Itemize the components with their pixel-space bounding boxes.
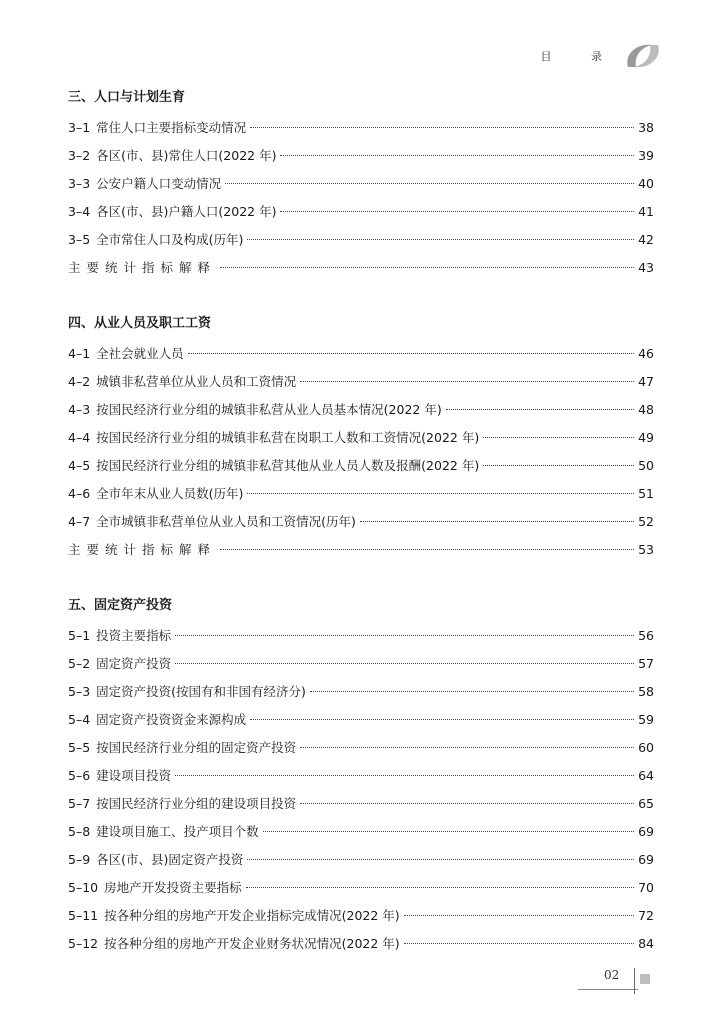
- dot-leader: [175, 635, 634, 636]
- entry-title: 城镇非私营单位从业人员和工资情况: [96, 374, 297, 389]
- entry-title: 公安户籍人口变动情况: [96, 176, 222, 191]
- dot-leader: [404, 943, 634, 944]
- toc-entry[interactable]: [68, 114, 654, 142]
- toc-entry[interactable]: [68, 734, 654, 762]
- entry-title: 按国民经济行业分组的城镇非私营其他从业人员人数及报酬(2022 年): [96, 458, 480, 473]
- dot-leader: [280, 155, 634, 156]
- dot-leader: [280, 211, 634, 212]
- section-title: 五、固定资产投资: [68, 598, 173, 613]
- toc-entry[interactable]: [68, 874, 654, 902]
- entry-number: 5–6: [68, 768, 91, 783]
- entry-title: 各区(市、县)固定资产投资: [96, 852, 244, 867]
- entry-title: 各区(市、县)常住人口(2022 年): [96, 148, 277, 163]
- entry-page-number: 56: [638, 628, 654, 643]
- entry-page-number: 47: [638, 374, 654, 389]
- entry-number: 5–2: [68, 656, 91, 671]
- dot-leader: [446, 409, 634, 410]
- dot-leader: [483, 465, 634, 466]
- entry-number: 3–1: [68, 120, 91, 135]
- entry-title: 主要统计指标解释: [68, 260, 217, 275]
- page-footer: [578, 962, 658, 998]
- entry-title: 按各种分组的房地产开发企业指标完成情况(2022 年): [104, 908, 400, 923]
- entry-page-number: 58: [638, 684, 654, 699]
- entry-page-number: 52: [638, 514, 654, 529]
- toc-entry[interactable]: [68, 340, 654, 368]
- dot-leader: [360, 521, 634, 522]
- dot-leader: [188, 353, 634, 354]
- toc-section: [68, 310, 654, 564]
- toc-entry[interactable]: [68, 622, 654, 650]
- entry-number: 4–7: [68, 514, 91, 529]
- dot-leader: [175, 775, 634, 776]
- entry-page-number: 50: [638, 458, 654, 473]
- dot-leader: [250, 719, 634, 720]
- page-header: [541, 38, 665, 74]
- entry-page-number: 53: [638, 542, 654, 557]
- entry-page-number: 46: [638, 346, 654, 361]
- entry-page-number: 51: [638, 486, 654, 501]
- toc-entry[interactable]: [68, 424, 654, 452]
- entry-page-number: 64: [638, 768, 654, 783]
- entry-page-number: 69: [638, 852, 654, 867]
- toc-entry[interactable]: [68, 536, 654, 564]
- entry-number: 5–7: [68, 796, 91, 811]
- toc-entry[interactable]: [68, 902, 654, 930]
- entry-page-number: 49: [638, 430, 654, 445]
- entry-page-number: 48: [638, 402, 654, 417]
- toc-entry[interactable]: [68, 508, 654, 536]
- entry-page-number: 59: [638, 712, 654, 727]
- entry-title: 固定资产投资(按国有和非国有经济分): [96, 684, 306, 699]
- entry-title: 按国民经济行业分组的城镇非私营在岗职工人数和工资情况(2022 年): [96, 430, 480, 445]
- toc-entry[interactable]: [68, 198, 654, 226]
- entry-title: 各区(市、县)户籍人口(2022 年): [96, 204, 277, 219]
- dot-leader: [310, 691, 634, 692]
- header-title: 目 录: [540, 50, 620, 63]
- toc-entry[interactable]: [68, 846, 654, 874]
- entry-title: 按国民经济行业分组的城镇非私营从业人员基本情况(2022 年): [96, 402, 442, 417]
- entry-number: 3–4: [68, 204, 91, 219]
- entry-number: 5–4: [68, 712, 91, 727]
- entry-number: 3–2: [68, 148, 91, 163]
- entry-page-number: 69: [638, 824, 654, 839]
- entry-number: 5–11: [68, 908, 99, 923]
- entry-title: 全市年末从业人员数(历年): [96, 486, 244, 501]
- entry-number: 4–2: [68, 374, 91, 389]
- dot-leader: [175, 663, 634, 664]
- entry-title: 建设项目投资: [96, 768, 172, 783]
- entry-number: 3–5: [68, 232, 91, 247]
- toc-entry[interactable]: [68, 790, 654, 818]
- entry-page-number: 40: [638, 176, 654, 191]
- dot-leader: [220, 549, 634, 550]
- square-icon: [640, 974, 650, 984]
- entry-page-number: 70: [638, 880, 654, 895]
- section-title: 三、人口与计划生育: [68, 90, 186, 105]
- entry-number: 4–5: [68, 458, 91, 473]
- entry-number: 5–8: [68, 824, 91, 839]
- toc-entry[interactable]: [68, 818, 654, 846]
- toc-entry[interactable]: [68, 706, 654, 734]
- toc-section: [68, 84, 654, 282]
- dot-leader: [404, 915, 634, 916]
- dot-leader: [300, 381, 634, 382]
- entry-title: 按各种分组的房地产开发企业财务状况情况(2022 年): [104, 936, 400, 951]
- dot-leader: [246, 887, 634, 888]
- entry-number: 5–3: [68, 684, 91, 699]
- entry-title: 建设项目施工、投产项目个数: [96, 824, 259, 839]
- page-number: 02: [604, 968, 620, 982]
- entry-number: 3–3: [68, 176, 91, 191]
- entry-number: 5–5: [68, 740, 91, 755]
- entry-title: 全社会就业人员: [96, 346, 184, 361]
- table-of-contents: [68, 84, 654, 986]
- entry-page-number: 57: [638, 656, 654, 671]
- entry-number: 4–3: [68, 402, 91, 417]
- toc-entry[interactable]: [68, 396, 654, 424]
- toc-entry[interactable]: [68, 678, 654, 706]
- toc-entry[interactable]: [68, 142, 654, 170]
- entry-number: 5–12: [68, 936, 99, 951]
- toc-entry[interactable]: [68, 650, 654, 678]
- toc-entry[interactable]: [68, 480, 654, 508]
- entry-title: 全市城镇非私营单位从业人员和工资情况(历年): [96, 514, 356, 529]
- dot-leader: [225, 183, 634, 184]
- dot-leader: [247, 859, 634, 860]
- dot-leader: [300, 747, 634, 748]
- entry-number: 4–1: [68, 346, 91, 361]
- entry-page-number: 65: [638, 796, 654, 811]
- dot-leader: [247, 239, 634, 240]
- toc-entry[interactable]: [68, 170, 654, 198]
- entry-number: 5–9: [68, 852, 91, 867]
- dot-leader: [250, 127, 634, 128]
- entry-page-number: 38: [638, 120, 654, 135]
- dot-leader: [220, 267, 634, 268]
- entry-title: 投资主要指标: [96, 628, 172, 643]
- entry-title: 固定资产投资: [96, 656, 172, 671]
- entry-page-number: 43: [638, 260, 654, 275]
- footer-vertical-bar: [634, 968, 635, 994]
- entry-title: 固定资产投资资金来源构成: [96, 712, 247, 727]
- entry-number: 5–1: [68, 628, 91, 643]
- footer-divider: [578, 989, 638, 990]
- section-title: 四、从业人员及职工工资: [68, 316, 212, 331]
- entry-title: 全市常住人口及构成(历年): [96, 232, 244, 247]
- toc-section: [68, 592, 654, 958]
- entry-title: 主要统计指标解释: [68, 542, 217, 557]
- entry-number: 4–4: [68, 430, 91, 445]
- entry-page-number: 84: [638, 936, 654, 951]
- entry-page-number: 41: [638, 204, 654, 219]
- entry-title: 常住人口主要指标变动情况: [96, 120, 247, 135]
- entry-title: 按国民经济行业分组的固定资产投资: [96, 740, 297, 755]
- entry-title: 按国民经济行业分组的建设项目投资: [96, 796, 297, 811]
- toc-entry[interactable]: [68, 254, 654, 282]
- entry-number: 5–10: [68, 880, 99, 895]
- entry-title: 房地产开发投资主要指标: [104, 880, 242, 895]
- entry-page-number: 42: [638, 232, 654, 247]
- dot-leader: [483, 437, 634, 438]
- swirl-logo-icon: [622, 39, 664, 73]
- dot-leader: [263, 831, 634, 832]
- entry-page-number: 72: [638, 908, 654, 923]
- entry-page-number: 60: [638, 740, 654, 755]
- toc-entry[interactable]: [68, 930, 654, 958]
- dot-leader: [300, 803, 634, 804]
- entry-number: 4–6: [68, 486, 91, 501]
- toc-entry[interactable]: [68, 368, 654, 396]
- toc-entry[interactable]: [68, 762, 654, 790]
- dot-leader: [247, 493, 634, 494]
- toc-entry[interactable]: [68, 226, 654, 254]
- entry-page-number: 39: [638, 148, 654, 163]
- toc-entry[interactable]: [68, 452, 654, 480]
